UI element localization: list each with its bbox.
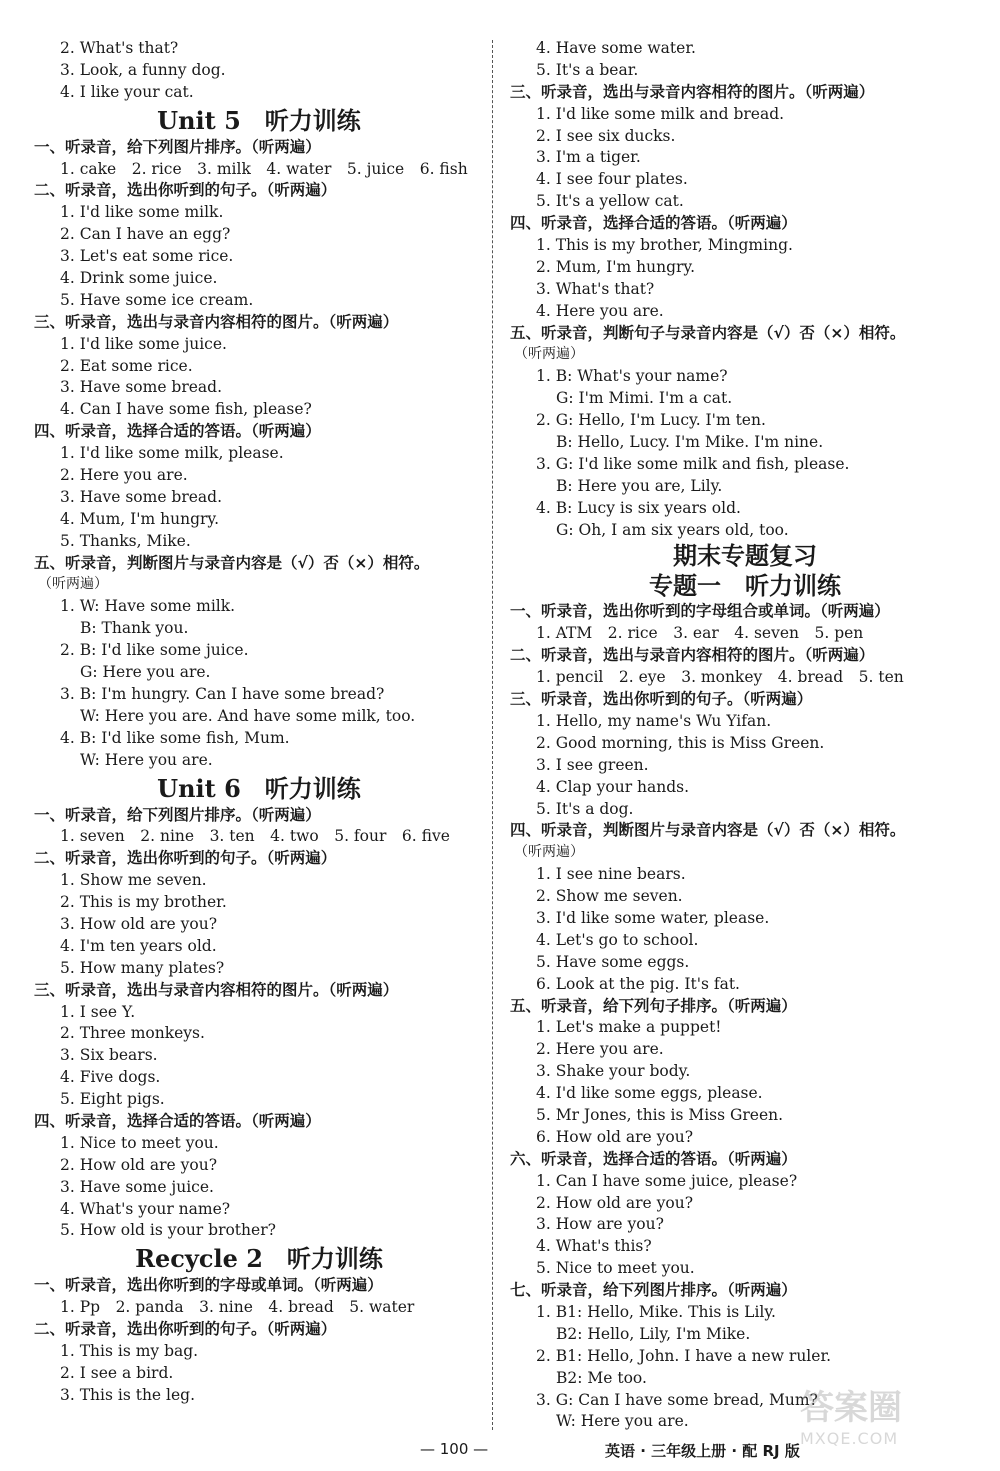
question-heading: 四、听录音，选择合适的答语。（听两遍） [34,422,321,441]
answer-line: 2. Eat some rice. [60,356,193,375]
answer-line: 6. How old are you? [536,1127,694,1146]
answer-line: 3. G: I'd like some milk and fish, please. [536,454,850,473]
answer-line: 2. G: Hello, I'm Lucy. I'm ten. [536,411,766,430]
question-heading: 六、听录音，选择合适的答语。（听两遍） [510,1149,797,1168]
answer-line: 2. Here you are. [60,466,188,485]
answer-line: 6. Look at the pig. It's fat. [536,974,740,993]
question-heading: 三、听录音，选出与录音内容相符的图片。（听两遍） [34,312,399,331]
answer-line: 2. How old are you? [536,1193,694,1212]
answer-line: 1. Let's make a puppet! [536,1018,722,1037]
answer-line: 2. Can I have an egg? [60,225,231,244]
question-heading: 五、听录音，给下列句子排序。（听两遍） [510,996,797,1015]
answer-line: 1. W: Have some milk. [60,597,236,616]
answer-line: G: Oh, I am six years old, too. [556,520,789,539]
answer-line: 4. B: I'd like some fish, Mum. [60,728,290,747]
answer-line: 3. Let's eat some rice. [60,247,234,266]
question-note: （听两遍） [38,576,108,593]
answer-line: 3. Shake your body. [536,1062,691,1081]
answer-line: 1. Hello, my name's Wu Yifan. [536,711,772,730]
book-info: 英语 · 三年级上册 · 配 RJ 版 [605,1442,800,1460]
answer-line: 1. B: What's your name? [536,367,728,386]
answer-line: 4. Here you are. [536,301,664,320]
section-heading: 专题一 听力训练 [649,572,841,601]
answer-line: 2. Good morning, this is Miss Green. [536,733,825,752]
question-heading: 二、听录音，选出你听到的句子。（听两遍） [34,1320,337,1339]
question-heading: 四、听录音，选择合适的答语。（听两遍） [510,214,797,233]
answer-line: 3. I'm a tiger. [536,148,641,167]
answer-line: 1. I see nine bears. [536,865,686,884]
answer-line: B: Hello, Lucy. I'm Mike. I'm nine. [556,433,824,452]
answer-line: 5. Eight pigs. [60,1090,165,1109]
answer-line: 4. I like your cat. [60,82,194,101]
answer-line: 2. B: I'd like some juice. [60,641,249,660]
right-column [510,38,980,1433]
answer-line: 5. Nice to meet you. [536,1259,695,1278]
answer-line: 3. What's that? [536,279,655,298]
answer-line: 2. Three monkeys. [60,1024,205,1043]
answer-line: 5. Mr Jones, this is Miss Green. [536,1105,784,1124]
question-heading: 三、听录音，选出与录音内容相符的图片。（听两遍） [510,82,875,101]
section-heading: Unit 6 听力训练 [157,773,361,803]
question-heading: 一、听录音，选出你听到的字母组合或单词。（听两遍） [510,602,890,621]
question-heading: 五、听录音，判断图片与录音内容是（√）否（×）相符。 [34,553,430,572]
answer-line: 1. This is my brother, Mingming. [536,236,793,255]
answer-line: W: Here you are. [556,1412,689,1431]
answer-line: 1. cake 2. rice 3. milk 4. water 5. juice 6. fish [60,159,468,178]
answer-line: 4. I'd like some eggs, please. [536,1084,763,1103]
question-heading: 三、听录音，选出你听到的句子。（听两遍） [510,690,813,709]
question-note: （听两遍） [514,346,584,363]
answer-line: 3. Look, a funny dog. [60,60,226,79]
answer-line: 4. I see four plates. [536,170,688,189]
answer-line: 2. This is my brother. [60,893,227,912]
answer-line: 1. I'd like some milk and bread. [536,104,785,123]
answer-line: G: I'm Mimi. I'm a cat. [556,389,733,408]
question-heading: 二、听录音，选出与录音内容相符的图片。（听两遍） [510,646,875,665]
question-heading: 一、听录音，给下列图片排序。（听两遍） [34,805,321,824]
answer-line: 3. Six bears. [60,1046,158,1065]
answer-line: 2. Mum, I'm hungry. [536,257,696,276]
answer-line: 4. Drink some juice. [60,269,218,288]
question-heading: 四、听录音，选择合适的答语。（听两遍） [34,1111,321,1130]
answer-line: 2. I see six ducks. [536,126,676,145]
answer-line: 1. Show me seven. [60,871,207,890]
answer-line: 5. How many plates? [60,958,225,977]
answer-line: 4. I'm ten years old. [60,936,217,955]
answer-line: 1. seven 2. nine 3. ten 4. two 5. four 6. five [60,827,450,846]
answer-line: 1. B1: Hello, Mike. This is Lily. [536,1302,776,1321]
section-heading: Unit 5 听力训练 [157,105,361,135]
answer-line: 1. I see Y. [60,1002,136,1021]
question-heading: 三、听录音，选出与录音内容相符的图片。（听两遍） [34,980,399,999]
section-heading: Recycle 2 听力训练 [135,1244,383,1274]
answer-line: 3. Have some bread. [60,378,223,397]
answer-line: 5. It's a bear. [536,60,639,79]
answer-line: 3. G: Can I have some bread, Mum? [536,1390,818,1409]
answer-line: 3. How are you? [536,1215,664,1234]
answer-line: 3. I'd like some water, please. [536,908,770,927]
column-divider [492,40,493,1430]
answer-line: 5. Thanks, Mike. [60,531,191,550]
question-note: （听两遍） [514,844,584,861]
answer-line: 2. I see a bird. [60,1363,174,1382]
answer-line: B: Here you are, Lily. [556,476,723,495]
answer-line: 2. How old are you? [60,1155,218,1174]
watermark-line1: 答案圈 [800,1388,902,1428]
answer-line: 4. What's this? [536,1237,652,1256]
answer-line: 3. B: I'm hungry. Can I have some bread? [60,684,385,703]
answer-line: 4. Five dogs. [60,1068,161,1087]
question-heading: 一、听录音，给下列图片排序。（听两遍） [34,137,321,156]
answer-line: 5. It's a dog. [536,799,634,818]
answer-line: 4. Can I have some fish, please? [60,400,312,419]
answer-line: 4. B: Lucy is six years old. [536,498,741,517]
answer-line: 1. Nice to meet you. [60,1133,219,1152]
answer-line: 5. Have some eggs. [536,952,690,971]
answer-line: 3. Have some bread. [60,487,223,506]
question-heading: 五、听录音，判断句子与录音内容是（√）否（×）相符。 [510,323,906,342]
answer-line: 5. It's a yellow cat. [536,192,684,211]
answer-line: 2. Here you are. [536,1040,664,1059]
answer-line: 1. Pp 2. panda 3. nine 4. bread 5. water [60,1298,415,1317]
answer-line: 1. This is my bag. [60,1341,199,1360]
answer-line: 4. What's your name? [60,1199,231,1218]
answer-line: B: Thank you. [80,619,189,638]
answer-line: B2: Me too. [556,1368,647,1387]
answer-line: 3. Have some juice. [60,1177,214,1196]
answer-line: 2. B1: Hello, John. I have a new ruler. [536,1346,832,1365]
answer-line: B2: Hello, Lily, I'm Mike. [556,1324,751,1343]
answer-line: G: Here you are. [80,663,211,682]
page-number: — 100 — [420,1440,489,1458]
watermark-line2: MXQE.COM [800,1429,899,1448]
question-heading: 二、听录音，选出你听到的句子。（听两遍） [34,181,337,200]
answer-line: W: Here you are. [80,750,213,769]
answer-line: 1. Can I have some juice, please? [536,1171,798,1190]
question-heading: 一、听录音，选出你听到的字母或单词。（听两遍） [34,1276,383,1295]
answer-line: 1. I'd like some juice. [60,334,227,353]
question-heading: 二、听录音，选出你听到的句子。（听两遍） [34,849,337,868]
answer-line: 5. Have some ice cream. [60,290,254,309]
answer-line: 1. ATM 2. rice 3. ear 4. seven 5. pen [536,624,864,643]
answer-line: 5. How old is your brother? [60,1221,276,1240]
answer-line: 4. Mum, I'm hungry. [60,509,220,528]
question-heading: 七、听录音，给下列图片排序。（听两遍） [510,1281,797,1300]
answer-line: 2. Show me seven. [536,887,683,906]
section-heading: 期末专题复习 [673,542,817,571]
answer-line: 1. I'd like some milk, please. [60,444,284,463]
answer-line: 1. pencil 2. eye 3. monkey 4. bread 5. ten [536,668,904,687]
question-heading: 四、听录音，判断图片与录音内容是（√）否（×）相符。 [510,821,906,840]
answer-line: 1. I'd like some milk. [60,203,224,222]
answer-line: 4. Clap your hands. [536,777,690,796]
answer-line: 3. This is the leg. [60,1385,196,1404]
answer-line: 3. How old are you? [60,914,218,933]
watermark-logo [800,1380,970,1450]
answer-line: 2. What's that? [60,39,179,57]
answer-line: 3. I see green. [536,755,649,774]
answer-line: 4. Have some water. [536,39,696,57]
answer-line: 4. Let's go to school. [536,930,699,949]
answer-line: W: Here you are. And have some milk, too. [80,706,416,725]
left-column [34,38,484,1407]
